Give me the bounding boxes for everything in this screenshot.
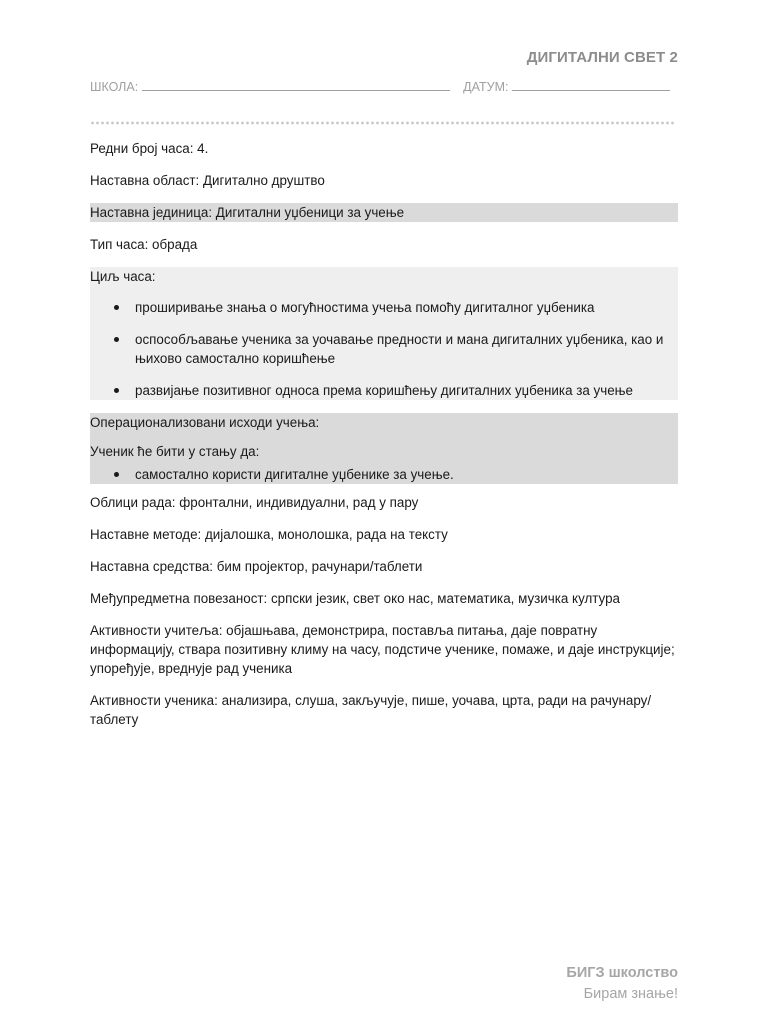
lesson-number: Редни број часа: 4. bbox=[90, 141, 209, 156]
outcomes-list bbox=[90, 465, 678, 484]
cross-curricular: Међупредметна повезаност: српски језик, свет око нас, математика, музичка култура bbox=[90, 591, 621, 606]
date-label: ДАТУМ: bbox=[463, 80, 509, 94]
lesson-plan bbox=[90, 139, 678, 729]
lesson-unit: Наставна јединица: Дигитални уџбеници за учење bbox=[90, 203, 678, 222]
publisher-slogan: Бирам знање! bbox=[583, 986, 678, 1002]
lesson-goals-section bbox=[90, 267, 678, 400]
lesson-type: Тип часа: обрада bbox=[90, 237, 198, 252]
school-blank-line bbox=[142, 80, 450, 91]
date-blank-line bbox=[512, 80, 670, 91]
outcomes-intro: Ученик ће бити у стању да: bbox=[90, 444, 260, 459]
document-title: ДИГИТАЛНИ СВЕТ 2 bbox=[526, 49, 678, 66]
goal-item: проширивање знања о могућностима учења помоћу дигиталног уџбеника bbox=[90, 298, 678, 317]
outcomes-label: Операционализовани исходи учења: bbox=[90, 415, 320, 430]
lesson-area: Наставна област: Дигитално друштво bbox=[90, 173, 325, 188]
document-page bbox=[90, 0, 678, 1024]
teaching-resources: Наставна средства: бим пројектор, рачунари/таблети bbox=[90, 559, 423, 574]
goal-item: развијање позитивног односа према коришћењу дигиталних уџбеника за учење bbox=[90, 381, 678, 400]
outcomes-section bbox=[90, 413, 678, 484]
teacher-activities: Активности учитеља: објашњава, демонстрира, поставља питања, даје повратну информацију, ствара позитивну климу на часу, подстиче ученике, помаже, и даје инструкције; упоређује, вреднује рад ученика bbox=[90, 623, 675, 676]
school-label: ШКОЛА: bbox=[90, 80, 139, 94]
goals-label: Циљ часа: bbox=[90, 269, 156, 284]
publisher-brand: БИГЗ школство bbox=[566, 965, 678, 981]
work-forms: Облици рада: фронтални, индивидуални, рад у пару bbox=[90, 495, 419, 510]
publisher-footer bbox=[566, 963, 678, 1005]
outcome-item: самостално користи дигиталне уџбенике за учење. bbox=[90, 465, 678, 484]
goal-item: оспособљавање ученика за уочавање предности и мана дигиталних уџбеника, као и њихово самостално коришћење bbox=[90, 330, 678, 368]
student-activities: Активности ученика: анализира, слуша, закључује, пише, уочава, црта, ради на рачунару/таблету bbox=[90, 693, 652, 727]
dotted-divider bbox=[90, 120, 674, 126]
teaching-methods: Наставне методе: дијалошка, монолошка, рада на тексту bbox=[90, 527, 448, 542]
goals-list bbox=[90, 298, 678, 400]
header-fields bbox=[90, 80, 678, 94]
